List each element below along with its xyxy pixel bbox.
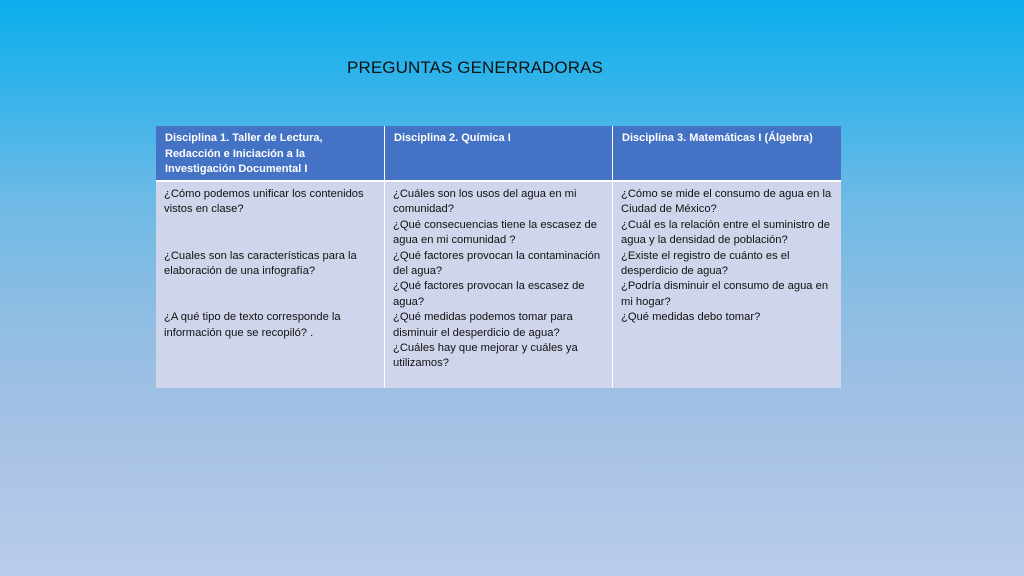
- question-text: ¿Qué medidas debo tomar?: [621, 311, 761, 324]
- question-text: ¿Cuál es la relación entre el suministro de agua y la densidad de población?: [621, 218, 830, 247]
- question-text: ¿Cuáles hay que mejorar y cuáles ya utilizamos?: [393, 342, 578, 370]
- question-text: ¿Qué consecuencias tiene la escasez de agua en mi comunidad ?: [393, 218, 597, 247]
- cell-disciplina-1-questions: [156, 182, 384, 388]
- cell-disciplina-2-questions: [385, 182, 612, 388]
- question-text: ¿Cuáles son los usos del agua en mi comunidad?: [393, 188, 577, 216]
- question-text: ¿A qué tipo de texto corresponde la información que se recopiló? .: [164, 311, 341, 339]
- slide-title: PREGUNTAS GENERRADORAS: [347, 58, 603, 77]
- header-disciplina-1: Disciplina 1. Taller de Lectura, Redacción e Iniciación a la Investigación Documental I: [156, 126, 384, 180]
- question-text: ¿Cómo se mide el consumo de agua en la Ciudad de México?: [621, 188, 832, 216]
- question-text: ¿Cómo podemos unificar los contenidos vistos en clase?: [164, 188, 364, 216]
- header-disciplina-3: Disciplina 3. Matemáticas I (Álgebra): [613, 126, 841, 180]
- table-grid: [156, 126, 841, 388]
- question-text: ¿Qué factores provocan la contaminación del agua?: [393, 249, 601, 278]
- question-text: ¿Qué medidas podemos tomar para disminuir el desperdicio de agua?: [393, 311, 573, 339]
- question-text: ¿Qué factores provocan la escasez de agua?: [393, 280, 585, 308]
- question-text: ¿Existe el registro de cuánto es el desperdicio de agua?: [621, 249, 790, 278]
- question-text: ¿Cuales son las características para la elaboración de una infografía?: [164, 249, 357, 278]
- questions-table: [156, 126, 841, 388]
- header-disciplina-2: Disciplina 2. Química I: [385, 126, 612, 180]
- cell-disciplina-3-questions: [613, 182, 841, 388]
- question-text: ¿Podría disminuir el consumo de agua en mi hogar?: [621, 280, 829, 308]
